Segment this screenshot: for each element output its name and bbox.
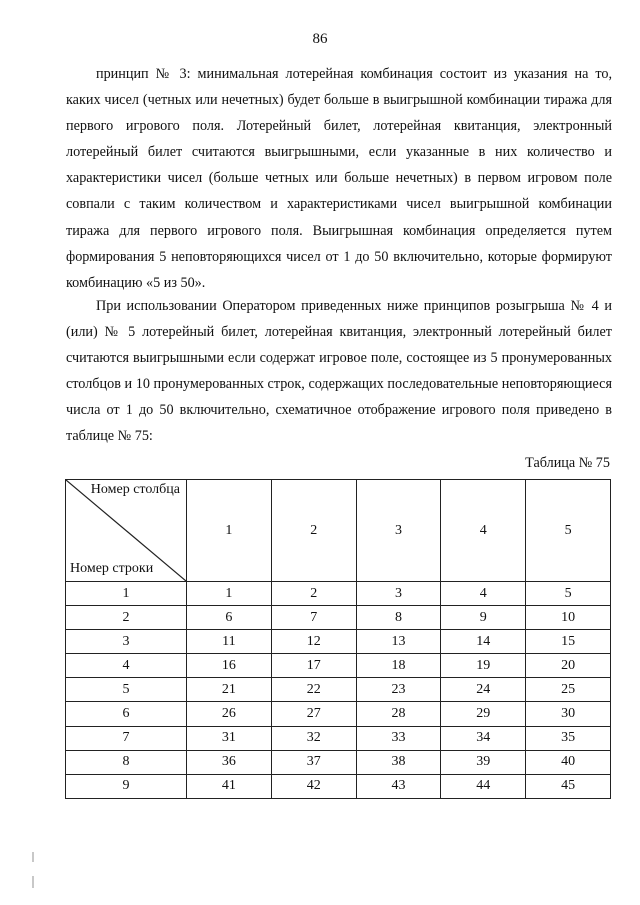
table-cell: 9 <box>441 606 526 630</box>
table-cell: 31 <box>187 726 272 750</box>
table-cell: 25 <box>526 678 611 702</box>
table-row <box>66 726 611 750</box>
table-cell: 15 <box>526 630 611 654</box>
game-field-table <box>65 479 611 799</box>
column-header: 4 <box>441 480 526 582</box>
table-row <box>66 702 611 726</box>
page-number: 86 <box>312 31 328 47</box>
table-cell: 10 <box>526 606 611 630</box>
table-cell: 12 <box>271 630 356 654</box>
table-row <box>66 654 611 678</box>
table-cell: 19 <box>441 654 526 678</box>
table-cell: 13 <box>356 630 441 654</box>
table-cell: 7 <box>271 606 356 630</box>
table-row <box>66 606 611 630</box>
table-cell: 35 <box>526 726 611 750</box>
table-cell: 8 <box>356 606 441 630</box>
table-cell: 18 <box>356 654 441 678</box>
row-header: 4 <box>66 654 187 678</box>
table-cell: 27 <box>271 702 356 726</box>
table-row <box>66 678 611 702</box>
row-header: 5 <box>66 678 187 702</box>
scan-mark <box>32 852 34 862</box>
table-header-row <box>66 480 611 582</box>
row-header: 6 <box>66 702 187 726</box>
table-row <box>66 630 611 654</box>
table-corner-cell <box>66 480 187 582</box>
table-cell: 23 <box>356 678 441 702</box>
table-cell: 38 <box>356 750 441 774</box>
table-cell: 28 <box>356 702 441 726</box>
table-cell: 11 <box>187 630 272 654</box>
row-header: 2 <box>66 606 187 630</box>
table-cell: 20 <box>526 654 611 678</box>
table-cell: 2 <box>271 582 356 606</box>
row-header: 8 <box>66 750 187 774</box>
table-cell: 39 <box>441 750 526 774</box>
column-header: 2 <box>271 480 356 582</box>
table-cell: 36 <box>187 750 272 774</box>
table-cell: 32 <box>271 726 356 750</box>
table-caption: Таблица № 75 <box>525 455 610 471</box>
column-header: 3 <box>356 480 441 582</box>
column-header: 1 <box>187 480 272 582</box>
table-cell: 14 <box>441 630 526 654</box>
table-cell: 6 <box>187 606 272 630</box>
table-cell: 22 <box>271 678 356 702</box>
table-cell: 29 <box>441 702 526 726</box>
table-cell: 3 <box>356 582 441 606</box>
table-cell: 16 <box>187 654 272 678</box>
row-header: 9 <box>66 774 187 798</box>
column-number-label: Номер столбца <box>90 482 180 497</box>
table-cell: 1 <box>187 582 272 606</box>
table-cell: 40 <box>526 750 611 774</box>
table-row <box>66 774 611 798</box>
table-cell: 17 <box>271 654 356 678</box>
scan-mark <box>32 876 34 888</box>
table-cell: 43 <box>356 774 441 798</box>
table-cell: 34 <box>441 726 526 750</box>
table-cell: 41 <box>187 774 272 798</box>
paragraph-principle-3: принцип № 3: минимальная лотерейная комбинация состоит из указания на то, каких чисел (четных или нечетных) будет больше в выигрышной комбинации тиража для первого игрового поля. Лотерейный билет, лотерейная квитанция, электронный лотерейный билет считаются выигрышными, если указанные в них количество и характеристики чисел (больше четных или больше нечетных) в первом игровом поле совпали с таким количеством и характеристиками чисел выигрышной комбинации тиража для первого игрового поля. Выигрышная комбинация определяется путем формирования 5 неповторяющихся чисел от 1 до 50 включительно, которые формируют комбинацию «5 из 50». <box>66 66 612 291</box>
column-header: 5 <box>526 480 611 582</box>
table-cell: 4 <box>441 582 526 606</box>
table-cell: 30 <box>526 702 611 726</box>
table-cell: 42 <box>271 774 356 798</box>
table-cell: 24 <box>441 678 526 702</box>
table-cell: 33 <box>356 726 441 750</box>
table-cell: 26 <box>187 702 272 726</box>
table-row <box>66 582 611 606</box>
row-number-label: Номер строки <box>70 561 154 576</box>
table-cell: 44 <box>441 774 526 798</box>
paragraph-principles-4-5: При использовании Оператором приведенных ниже принципов розыгрыша № 4 и (или) № 5 лотерейный билет, лотерейная квитанция, электронный лотерейный билет считаются выигрышными если содержат игровое поле, состоящее из 5 пронумерованных столбцов и 10 пронумерованных строк, содержащих последовательные неповторяющиеся числа от 1 до 50 включительно, схематичное отображение игрового поля приведено в таблице № 75: <box>66 298 612 445</box>
row-header: 3 <box>66 630 187 654</box>
table-cell: 37 <box>271 750 356 774</box>
table-row <box>66 750 611 774</box>
table-cell: 45 <box>526 774 611 798</box>
row-header: 7 <box>66 726 187 750</box>
row-header: 1 <box>66 582 187 606</box>
table-cell: 5 <box>526 582 611 606</box>
table-cell: 21 <box>187 678 272 702</box>
